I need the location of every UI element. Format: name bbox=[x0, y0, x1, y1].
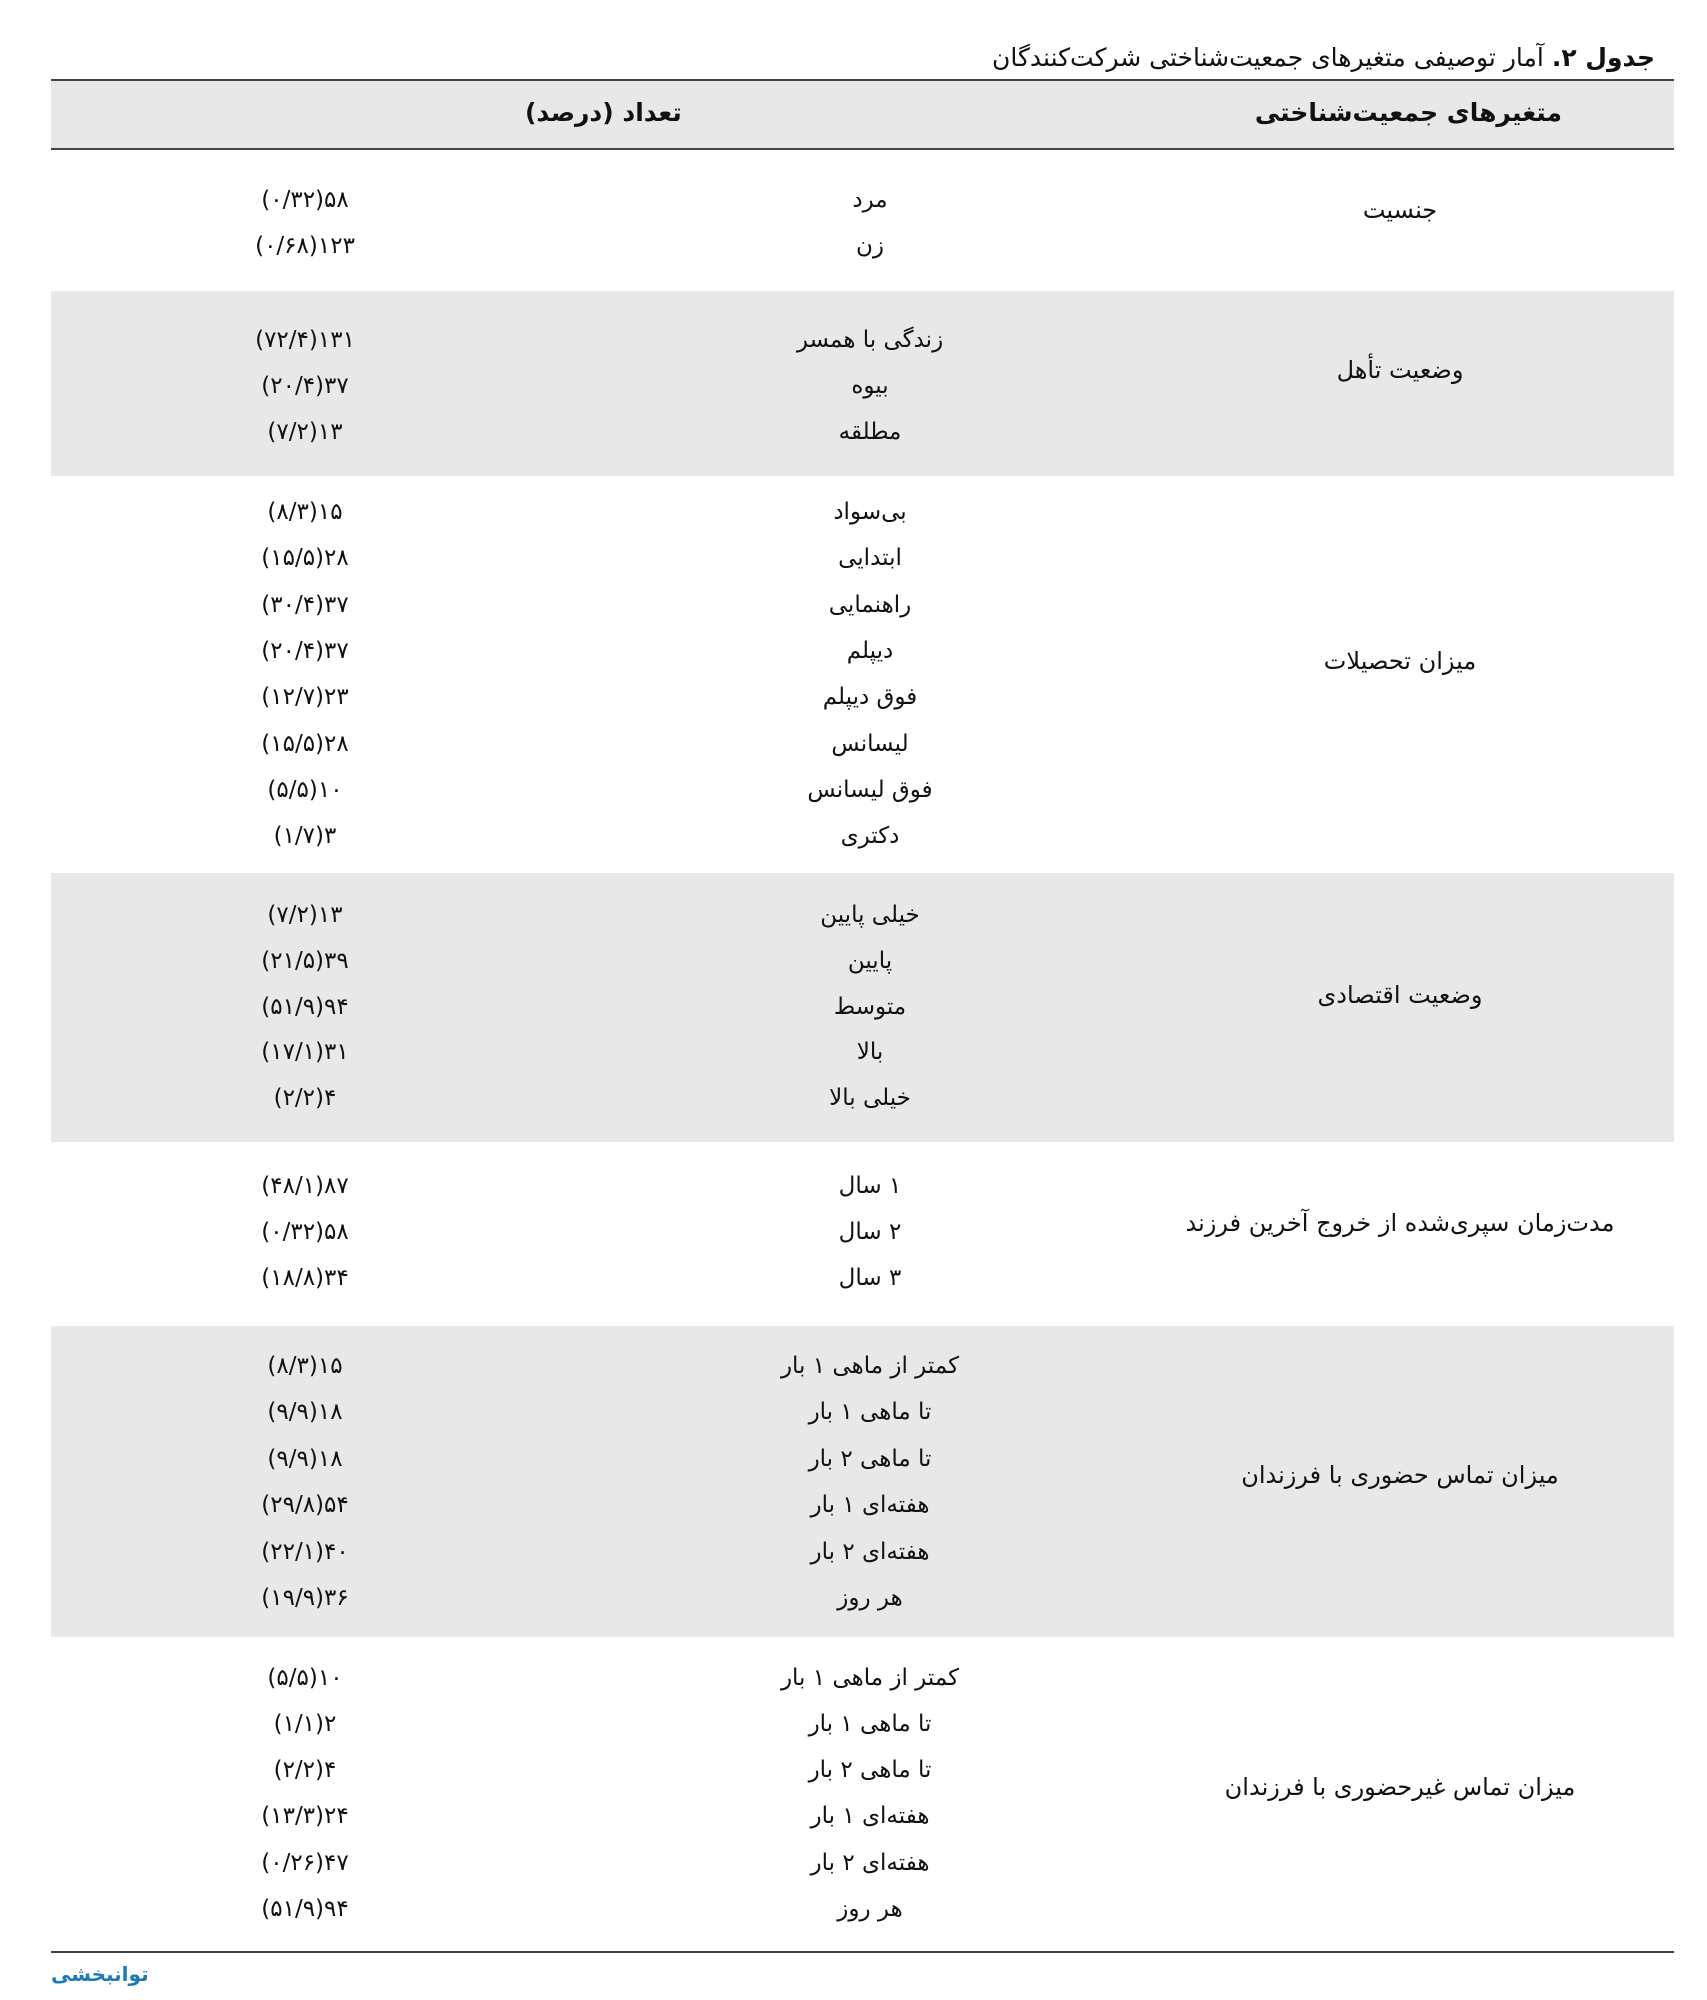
journal-logo: توانبخشی bbox=[51, 1962, 149, 1986]
group-title: میزان تماس حضوری با فرزندان bbox=[1241, 1461, 1559, 1489]
caption-text: آمار توصیفی متغیرهای جمعیت‌شناختی شرکت‌کنندگان bbox=[992, 43, 1544, 72]
category-cell: تا ماهی ۲ بار bbox=[808, 1446, 932, 1472]
count-percent-cell: ۱۳۱(۷۲/۴) bbox=[255, 327, 355, 353]
category-cell: کمتر از ماهی ۱ بار bbox=[780, 1665, 960, 1691]
category-cell: ۱ سال bbox=[838, 1173, 902, 1199]
category-cell: تا ماهی ۱ بار bbox=[808, 1399, 932, 1425]
count-percent-cell: ۱۰(۵/۵) bbox=[267, 777, 343, 803]
count-percent-cell: ۳۱(۱۷/۱) bbox=[261, 1039, 349, 1065]
count-percent-cell: ۳۴(۱۸/۸) bbox=[261, 1265, 349, 1291]
category-cell: ۲ سال bbox=[838, 1219, 902, 1245]
count-percent-cell: ۳۷(۲۰/۴) bbox=[261, 638, 349, 664]
category-cell: زن bbox=[856, 233, 884, 259]
category-cell: هفته‌ای ۱ بار bbox=[810, 1803, 930, 1829]
group-title: جنسیت bbox=[1362, 196, 1438, 224]
count-percent-cell: ۵۴(۲۹/۸) bbox=[261, 1492, 349, 1518]
count-percent-cell: ۳۷(۳۰/۴) bbox=[261, 592, 349, 618]
group-title: مدت‌زمان سپری‌شده از خروج آخرین فرزند bbox=[1185, 1209, 1615, 1237]
group-title: وضعیت اقتصادی bbox=[1317, 981, 1483, 1009]
category-cell: تا ماهی ۲ بار bbox=[808, 1757, 932, 1783]
category-cell: مرد bbox=[852, 187, 888, 213]
count-percent-cell: ۲۴(۱۳/۳) bbox=[261, 1803, 349, 1829]
category-cell: هفته‌ای ۱ بار bbox=[810, 1492, 930, 1518]
count-percent-cell: ۳(۱/۷) bbox=[273, 823, 337, 849]
count-percent-cell: ۴(۲/۲) bbox=[273, 1085, 337, 1111]
category-cell: خیلی بالا bbox=[829, 1085, 911, 1111]
header-rule bbox=[51, 148, 1674, 150]
category-cell: فوق لیسانس bbox=[807, 777, 933, 803]
count-percent-cell: ۱۵(۸/۳) bbox=[267, 1353, 343, 1379]
category-cell: هفته‌ای ۲ بار bbox=[810, 1850, 930, 1876]
category-cell: هفته‌ای ۲ بار bbox=[810, 1539, 930, 1565]
category-cell: هر روز bbox=[837, 1585, 903, 1611]
category-cell: بی‌سواد bbox=[833, 499, 907, 525]
count-percent-cell: ۱۳(۷/۲) bbox=[267, 419, 343, 445]
category-cell: لیسانس bbox=[831, 731, 909, 757]
count-percent-cell: ۴۷(۰/۲۶) bbox=[261, 1850, 349, 1876]
count-percent-cell: ۱۸(۹/۹) bbox=[267, 1446, 343, 1472]
category-cell: دیپلم bbox=[846, 638, 894, 664]
count-percent-cell: ۱۸(۹/۹) bbox=[267, 1399, 343, 1425]
count-percent-cell: ۱۰(۵/۵) bbox=[267, 1665, 343, 1691]
category-cell: پایین bbox=[847, 948, 893, 974]
category-cell: کمتر از ماهی ۱ بار bbox=[780, 1353, 960, 1379]
category-cell: خیلی پایین bbox=[820, 902, 920, 928]
count-percent-cell: ۴(۲/۲) bbox=[273, 1757, 337, 1783]
header-variables: متغیرهای جمعیت‌شناختی bbox=[1254, 98, 1562, 127]
count-percent-cell: ۳۷(۲۰/۴) bbox=[261, 373, 349, 399]
count-percent-cell: ۱۵(۸/۳) bbox=[267, 499, 343, 525]
category-cell: بیوه bbox=[851, 373, 889, 399]
count-percent-cell: ۲(۱/۱) bbox=[273, 1711, 337, 1737]
category-cell: زندگی با همسر bbox=[796, 327, 944, 353]
category-cell: فوق دیپلم bbox=[822, 684, 918, 710]
category-cell: تا ماهی ۱ بار bbox=[808, 1711, 932, 1737]
category-cell: متوسط bbox=[833, 994, 907, 1020]
table-caption bbox=[992, 38, 1655, 78]
caption-label: جدول ۲. bbox=[1551, 43, 1655, 72]
count-percent-cell: ۸۷(۴۸/۱) bbox=[261, 1173, 349, 1199]
count-percent-cell: ۵۸(۰/۳۲) bbox=[261, 187, 349, 213]
count-percent-cell: ۹۴(۵۱/۹) bbox=[261, 1896, 349, 1922]
group-title: میزان تماس غیرحضوری با فرزندان bbox=[1224, 1773, 1576, 1801]
count-percent-cell: ۴۰(۲۲/۱) bbox=[261, 1539, 349, 1565]
count-percent-cell: ۹۴(۵۱/۹) bbox=[261, 994, 349, 1020]
group-title: وضعیت تأهل bbox=[1336, 356, 1464, 384]
category-cell: بالا bbox=[856, 1039, 884, 1065]
count-percent-cell: ۲۸(۱۵/۵) bbox=[261, 731, 349, 757]
count-percent-cell: ۲۸(۱۵/۵) bbox=[261, 545, 349, 571]
category-cell: ابتدایی bbox=[838, 545, 902, 571]
category-cell: راهنمایی bbox=[828, 592, 912, 618]
category-cell: ۳ سال bbox=[838, 1265, 902, 1291]
count-percent-cell: ۵۸(۰/۳۲) bbox=[261, 1219, 349, 1245]
category-cell: مطلقه bbox=[838, 419, 902, 445]
category-cell: دکتری bbox=[840, 823, 900, 849]
count-percent-cell: ۱۲۳(۰/۶۸) bbox=[255, 233, 355, 259]
count-percent-cell: ۳۹(۲۱/۵) bbox=[261, 948, 349, 974]
category-cell: هر روز bbox=[837, 1896, 903, 1922]
count-percent-cell: ۲۳(۱۲/۷) bbox=[261, 684, 349, 710]
count-percent-cell: ۱۳(۷/۲) bbox=[267, 902, 343, 928]
bottom-rule bbox=[51, 1951, 1674, 1953]
group-title: میزان تحصیلات bbox=[1323, 647, 1477, 675]
count-percent-cell: ۳۶(۱۹/۹) bbox=[261, 1585, 349, 1611]
header-count: تعداد (درصد) bbox=[525, 98, 682, 127]
